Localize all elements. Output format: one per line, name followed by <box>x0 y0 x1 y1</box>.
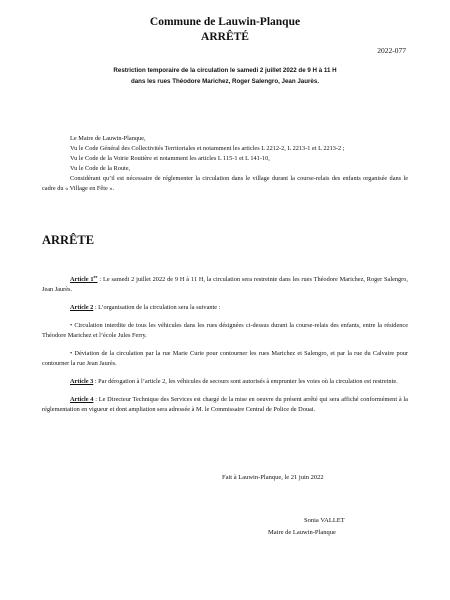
article-label: Article 1er <box>70 273 98 283</box>
preamble-line: Considérant qu’il est nécessaire de réglementer la circulation dans le village durant la course-relais des enfants organisée dans le cadre du « Village en Fête ». <box>42 175 408 192</box>
preamble-line: Le Maire de Lauwin-Planque, <box>70 135 146 142</box>
article-label: Article 2 <box>70 304 94 311</box>
article-4: Article 4 : Le Directeur Technique des Services est chargé de la mise en oeuvre du présent arrêté qui sera affiché conformément à la réglementation en vigueur et dont ampliation sera adressée à M. le Commissaire Central de Police de Douai. <box>42 396 408 413</box>
article-label: Article 3 <box>70 378 94 385</box>
preamble-line: Vu le Code de la Voirie Routière et notamment les articles L 115-1 et L 141-10, <box>70 155 270 162</box>
decision-heading: ARRÊTE <box>42 233 95 247</box>
signatory-title: Maire de Lauwin-Planque <box>268 529 336 536</box>
article-1: Article 1er : Le samedi 2 juillet 2022 de 9 H à 11 H, la circulation sera restreinte dans les rues Théodore Marichez, Roger Salengro, Jean Jaurès. <box>42 273 408 293</box>
preamble <box>42 134 408 194</box>
document-type-title: ARRÊTÉ <box>201 31 249 43</box>
article-3: Article 3 : Par dérogation à l’article 2, les véhicules de secours sont autorisés à emprunter les voies où la circulation est restreinte. <box>70 378 398 385</box>
preamble-line: Vu le Code de la Route, <box>70 165 131 172</box>
reference-number: 2022-077 <box>377 46 406 55</box>
articles <box>42 275 408 423</box>
article-2-bullet-2: • Déviation de la circulation par la rue Marie Curie pour contourner les rues Marichez et Salengro, et par la rue du Calvaire pour contourner la rue Jean Jaurès. <box>42 350 408 367</box>
article-label: Article 4 <box>70 396 94 403</box>
place-date: Fait à Lauwin-Planque, le 21 juin 2022 <box>222 474 324 481</box>
commune-title: Commune de Lauwin-Planque <box>149 16 301 28</box>
preamble-line: Vu le Code Général des Collectivités Territoriales et notamment les articles L 2212-2, L 2213-1 et L 2213-2 ; <box>70 145 345 152</box>
article-2: Article 2 : L’organisation de la circulation sera la suivante : <box>70 304 221 311</box>
article-2-bullet-1: • Circulation interdite de tous les véhicules dans les rues désignées ci-dessus durant la course-relais des enfants, entre la résidence Théodore Marichez et l’école Jules Ferry. <box>42 322 408 339</box>
subject-line-1: Restriction temporaire de la circulation le samedi 2 juillet 2022 de 9 H à 11 H <box>113 67 337 74</box>
subject-line-2: dans les rues Théodore Marichez, Roger Salengro, Jean Jaurès. <box>130 78 320 85</box>
signatory-name: Sonia VALLET <box>304 517 345 524</box>
